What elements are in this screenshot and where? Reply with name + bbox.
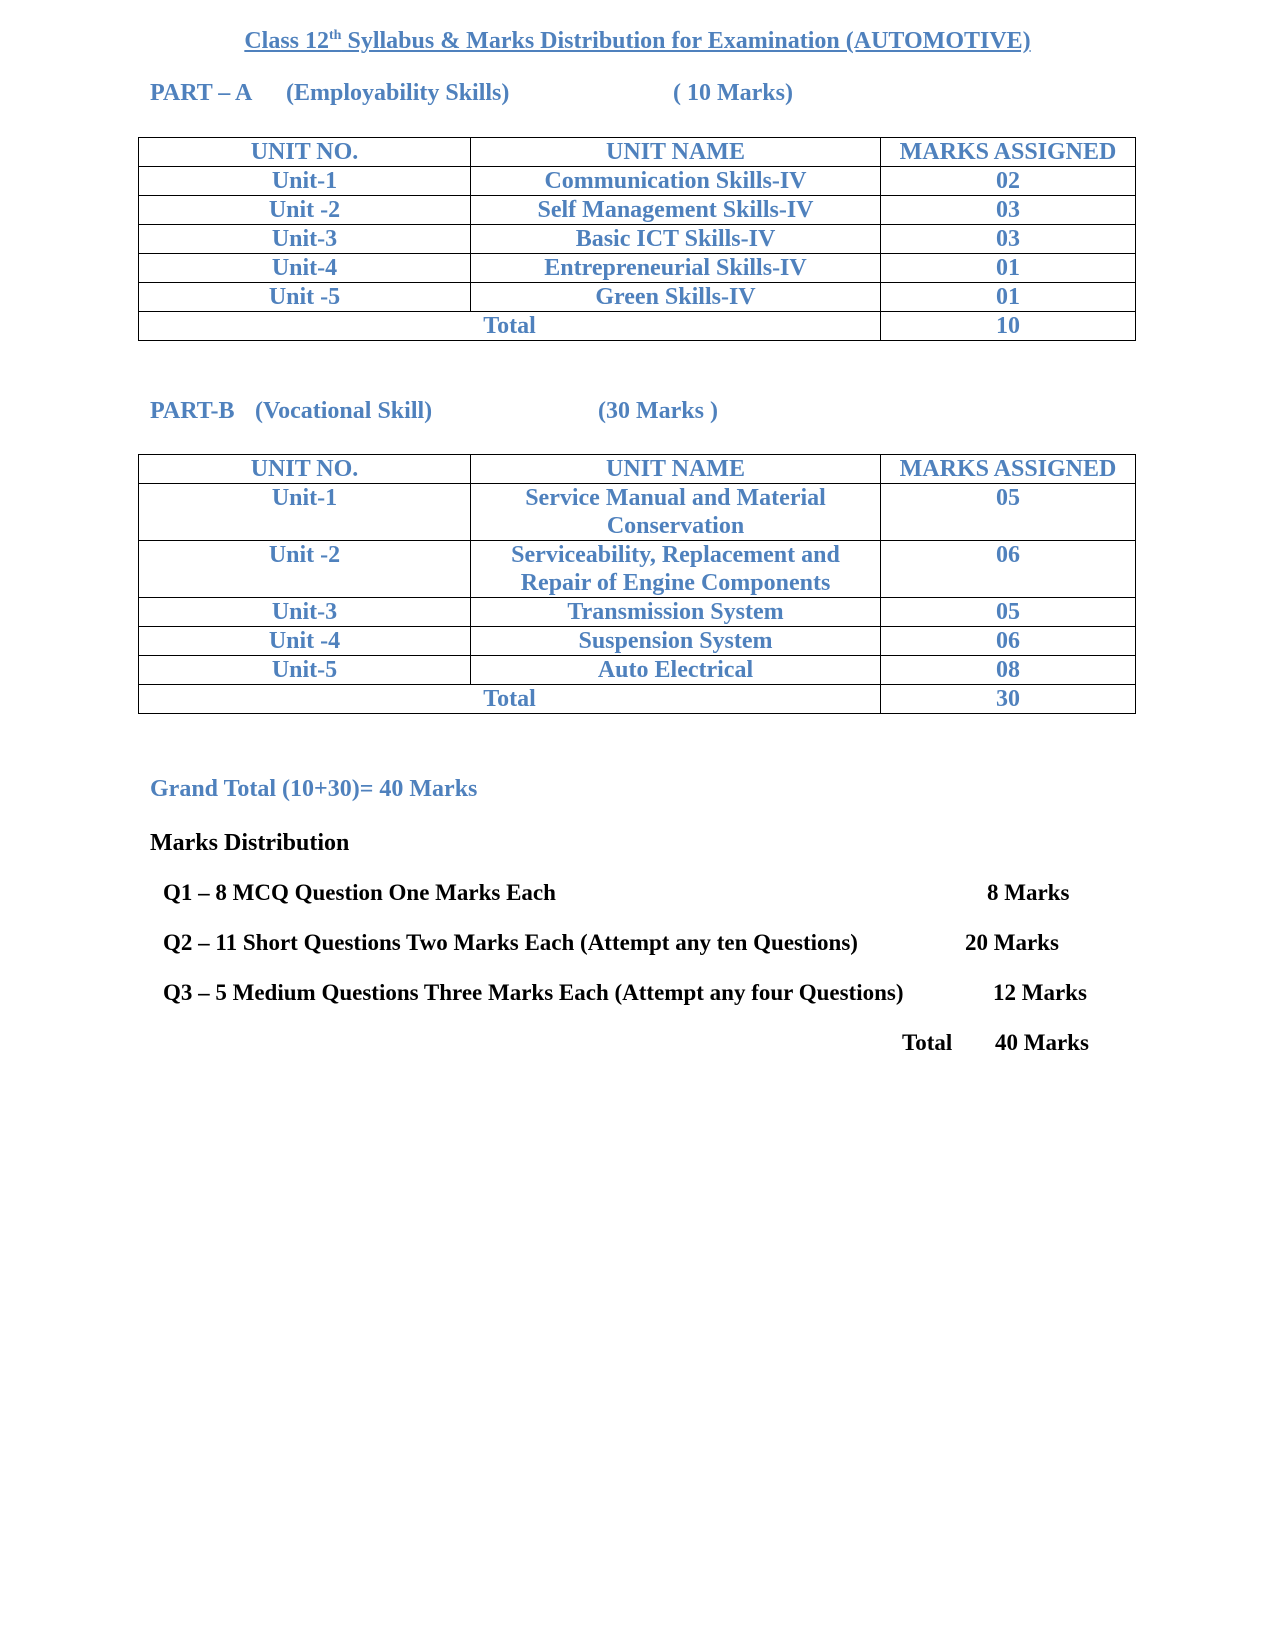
unit-name xyxy=(471,484,881,541)
table-row xyxy=(139,484,1136,541)
unit-no: Unit-3 xyxy=(139,598,471,627)
part-a-name: (Employability Skills) xyxy=(286,80,510,106)
unit-marks: 05 xyxy=(881,598,1136,627)
table-total-row xyxy=(139,312,1136,341)
unit-name: Self Management Skills-IV xyxy=(471,196,881,225)
total-label: Total xyxy=(139,685,881,714)
unit-no: Unit -2 xyxy=(139,196,471,225)
unit-marks: 03 xyxy=(881,196,1136,225)
total-value: 30 xyxy=(881,685,1136,714)
grand-total: Grand Total (10+30)= 40 Marks xyxy=(150,776,478,802)
part-b-label: PART-B xyxy=(150,398,235,424)
unit-marks: 06 xyxy=(881,627,1136,656)
unit-marks: 06 xyxy=(881,541,1136,598)
unit-no: Unit-5 xyxy=(139,656,471,685)
unit-marks: 02 xyxy=(881,167,1136,196)
unit-marks: 01 xyxy=(881,283,1136,312)
header-unit-no: UNIT NO. xyxy=(139,138,471,167)
distribution-total-value: 40 Marks xyxy=(995,1030,1089,1055)
unit-name: Green Skills-IV xyxy=(471,283,881,312)
unit-name-line-1: Serviceability, Replacement and xyxy=(511,542,840,568)
unit-no: Unit-1 xyxy=(139,167,471,196)
unit-no: Unit-1 xyxy=(139,484,471,541)
unit-no: Unit-3 xyxy=(139,225,471,254)
table-row xyxy=(139,541,1136,598)
table-row xyxy=(139,167,1136,196)
question-2-marks: 20 Marks xyxy=(965,930,1059,955)
unit-name: Entrepreneurial Skills-IV xyxy=(471,254,881,283)
table-row xyxy=(139,254,1136,283)
part-b-table xyxy=(138,454,1136,714)
part-a-marks: ( 10 Marks) xyxy=(673,80,793,106)
question-1: Q1 – 8 MCQ Question One Marks Each xyxy=(163,880,556,905)
unit-name: Basic ICT Skills-IV xyxy=(471,225,881,254)
part-a-table xyxy=(138,137,1136,341)
table-header-row xyxy=(139,455,1136,484)
question-3-marks: 12 Marks xyxy=(993,980,1087,1005)
table-row xyxy=(139,196,1136,225)
question-1-marks: 8 Marks xyxy=(987,880,1070,905)
part-a-label: PART – A xyxy=(150,80,253,106)
header-marks-assigned: MARKS ASSIGNED xyxy=(881,138,1136,167)
unit-name xyxy=(471,541,881,598)
page-title: Class 12th Syllabus & Marks Distribution for Examination (AUTOMOTIVE) xyxy=(244,28,1031,54)
total-value: 10 xyxy=(881,312,1136,341)
unit-name: Communication Skills-IV xyxy=(471,167,881,196)
unit-name-line-1: Service Manual and Material xyxy=(525,485,826,511)
unit-name-line-2: Repair of Engine Components xyxy=(520,570,831,596)
unit-no: Unit-4 xyxy=(139,254,471,283)
question-2: Q2 – 11 Short Questions Two Marks Each (Attempt any ten Questions) xyxy=(163,930,858,955)
header-unit-name: UNIT NAME xyxy=(471,138,881,167)
table-row xyxy=(139,225,1136,254)
table-row xyxy=(139,598,1136,627)
unit-no: Unit -2 xyxy=(139,541,471,598)
total-label: Total xyxy=(139,312,881,341)
marks-distribution-heading: Marks Distribution xyxy=(150,830,350,856)
title-superscript: th xyxy=(329,28,342,43)
table-row xyxy=(139,627,1136,656)
distribution-total-label: Total xyxy=(902,1030,953,1055)
unit-name: Suspension System xyxy=(471,627,881,656)
unit-name: Auto Electrical xyxy=(471,656,881,685)
unit-no: Unit -4 xyxy=(139,627,471,656)
unit-marks: 03 xyxy=(881,225,1136,254)
header-marks-assigned: MARKS ASSIGNED xyxy=(881,455,1136,484)
unit-marks: 08 xyxy=(881,656,1136,685)
table-row xyxy=(139,283,1136,312)
question-3: Q3 – 5 Medium Questions Three Marks Each (Attempt any four Questions) xyxy=(163,980,904,1005)
part-b-marks: (30 Marks ) xyxy=(598,398,718,424)
unit-marks: 01 xyxy=(881,254,1136,283)
unit-name: Transmission System xyxy=(471,598,881,627)
table-row xyxy=(139,656,1136,685)
unit-no: Unit -5 xyxy=(139,283,471,312)
header-unit-no: UNIT NO. xyxy=(139,455,471,484)
header-unit-name: UNIT NAME xyxy=(471,455,881,484)
table-total-row xyxy=(139,685,1136,714)
unit-marks: 05 xyxy=(881,484,1136,541)
part-b-name: (Vocational Skill) xyxy=(255,398,433,424)
table-header-row xyxy=(139,138,1136,167)
unit-name-line-2: Conservation xyxy=(606,513,745,539)
